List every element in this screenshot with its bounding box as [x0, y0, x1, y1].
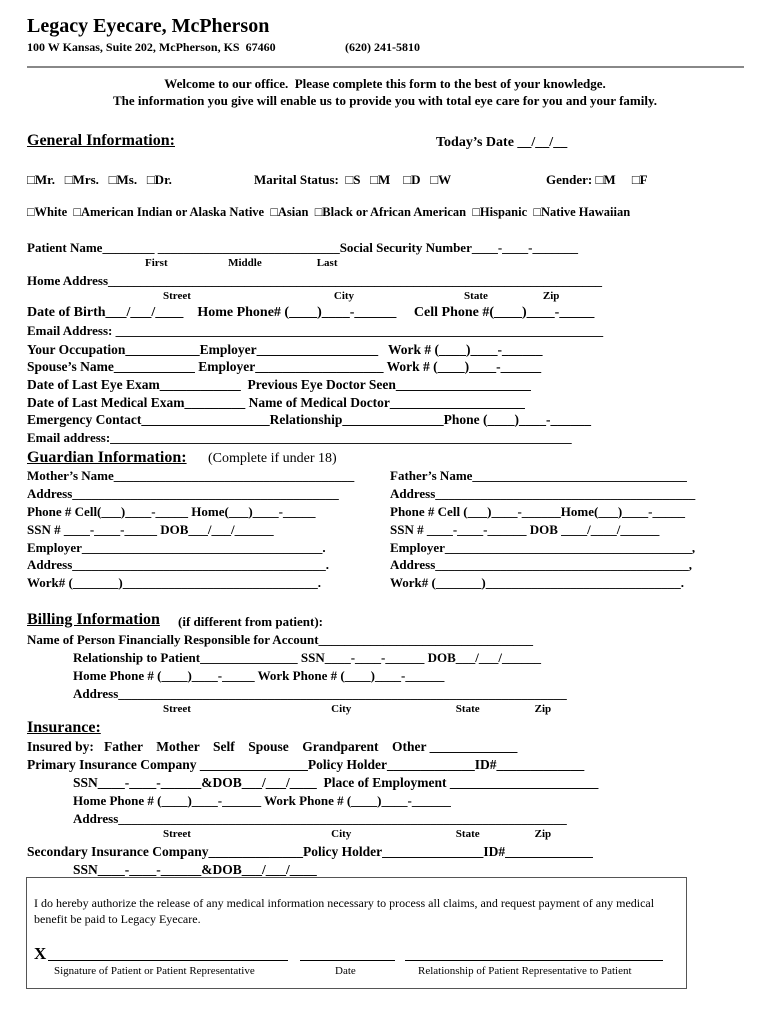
last-eye-exam-field[interactable]: Date of Last Eye Exam____________ Previous Eye Doctor Seen____________________ — [27, 377, 531, 392]
primary-insurance-field[interactable]: Primary Insurance Company ________________Policy Holder_____________ID#_____________ — [27, 757, 585, 772]
guardian-info-heading: Guardian Information: — [27, 449, 187, 466]
father-address-field[interactable]: Address________________________________________ — [390, 486, 696, 501]
clinic-phone: (620) 241-5810 — [345, 40, 420, 54]
email-field[interactable]: Email Address: ___________________________________________________________________________ — [27, 323, 604, 338]
page-title: Legacy Eyecare, McPherson — [27, 15, 270, 37]
signature-x: X — [34, 944, 47, 963]
spouse-field[interactable]: Spouse’s Name____________ Employer___________________ Work # (____)____-______ — [27, 359, 542, 374]
father-employer-field[interactable]: Employer______________________________________, — [390, 540, 696, 555]
home-address-field[interactable]: Home Address____________________________________________________________________________ — [27, 273, 603, 288]
primary-phones-field[interactable]: Home Phone # (____)____-______ Work Phone # (____)____-______ — [73, 793, 451, 808]
welcome-line-1: Welcome to our office. Please complete this form to the best of your knowledge. — [164, 76, 606, 91]
father-phone-field[interactable]: Phone # Cell (___)____-______Home(___)____-_____ — [390, 504, 685, 519]
emergency-contact-field[interactable]: Emergency Contact___________________Relationship_______________Phone (____)____-______ — [27, 412, 591, 427]
dob-phone-field[interactable]: Date of Birth___/___/____ Home Phone# (____)____-______ Cell Phone #(____)____-_____ — [27, 305, 595, 320]
billing-address-sublabels: Street City State Zip — [163, 703, 552, 715]
date-line[interactable] — [300, 960, 395, 961]
occupation-field[interactable]: Your Occupation___________Employer__________________ Work # (____)____-______ — [27, 342, 543, 357]
marital-status-checkboxes[interactable]: Marital Status: □S □M □D □W — [254, 172, 452, 187]
mother-address2-field[interactable]: Address_______________________________________. — [27, 557, 330, 572]
insured-by-field[interactable]: Insured by: Father Mother Self Spouse Grandparent Other _____________ — [27, 739, 518, 754]
secondary-ssn-field[interactable]: SSN____-____-______&DOB___/___/____ — [73, 862, 317, 877]
general-info-heading: General Information: — [27, 132, 175, 149]
billing-relationship-field[interactable]: Relationship to Patient_______________ SSN____-____-______ DOB___/___/______ — [73, 650, 542, 665]
insurance-heading: Insurance: — [27, 719, 101, 736]
guardian-note: (Complete if under 18) — [208, 451, 337, 466]
race-checkboxes[interactable]: □White □American Indian or Alaska Native □Asian □Black or African American □Hispanic □Native Hawaiian — [27, 205, 631, 219]
primary-ssn-field[interactable]: SSN____-____-______&DOB___/___/____ Place of Employment ______________________ — [73, 775, 599, 790]
mother-phone-field[interactable]: Phone # Cell(___)____-_____ Home(___)____-_____ — [27, 504, 316, 519]
mother-ssn-field[interactable]: SSN # ____-____-_____ DOB___/___/______ — [27, 522, 274, 537]
relationship-label: Relationship of Patient Representative to Patient — [418, 965, 632, 977]
billing-address-field[interactable]: Address_____________________________________________________________________ — [73, 686, 567, 701]
welcome-line-2: The information you give will enable us to provide you with total eye care for you and your family. — [113, 93, 657, 108]
last-medical-exam-field[interactable]: Date of Last Medical Exam_________ Name of Medical Doctor____________________ — [27, 395, 525, 410]
mother-name-field[interactable]: Mother’s Name_____________________________________ — [27, 468, 355, 483]
father-work-field[interactable]: Work# (_______)______________________________. — [390, 575, 684, 590]
todays-date-field[interactable]: Today’s Date __/__/__ — [436, 135, 568, 150]
name-sublabels: First Middle Last — [145, 257, 338, 269]
authorization-text: I do hereby authorize the release of any medical information necessary to process all claims, and request payment of any medical benefit be paid to Legacy Eyecare. — [34, 896, 655, 926]
address-sublabels: Street City State Zip — [163, 290, 560, 302]
mother-address-field[interactable]: Address_________________________________________ — [27, 486, 339, 501]
title-checkboxes[interactable]: □Mr. □Mrs. □Ms. □Dr. — [27, 172, 172, 187]
billing-phones-field[interactable]: Home Phone # (____)____-_____ Work Phone # (____)____-______ — [73, 668, 445, 683]
father-ssn-field[interactable]: SSN # ____-____-______ DOB ____/____/______ — [390, 522, 660, 537]
secondary-insurance-field[interactable]: Secondary Insurance Company______________Policy Holder_______________ID#_____________ — [27, 844, 593, 859]
father-name-field[interactable]: Father’s Name_________________________________ — [390, 468, 687, 483]
relationship-line[interactable] — [405, 960, 663, 961]
mother-employer-field[interactable]: Employer_____________________________________. — [27, 540, 326, 555]
primary-address-sublabels: Street City State Zip — [163, 828, 552, 840]
signature-line[interactable] — [48, 960, 288, 961]
gender-checkboxes[interactable]: Gender: □M □F — [546, 172, 648, 187]
email-address-field[interactable]: Email address:_______________________________________________________________________ — [27, 430, 572, 445]
father-address2-field[interactable]: Address_______________________________________, — [390, 557, 693, 572]
patient-name-field[interactable]: Patient Name________ ____________________________Social Security Number____-____-_______ — [27, 240, 579, 255]
header-divider — [27, 66, 744, 68]
signature-label: Signature of Patient or Patient Representative — [54, 965, 255, 977]
mother-work-field[interactable]: Work# (_______)______________________________. — [27, 575, 321, 590]
primary-address-field[interactable]: Address_____________________________________________________________________ — [73, 811, 567, 826]
billing-info-heading: Billing Information — [27, 611, 160, 628]
date-label: Date — [335, 965, 356, 977]
billing-note: (if different from patient): — [178, 614, 324, 629]
responsible-person-field[interactable]: Name of Person Financially Responsible for Account_________________________________ — [27, 632, 534, 647]
clinic-address: 100 W Kansas, Suite 202, McPherson, KS 67460 — [27, 40, 276, 54]
